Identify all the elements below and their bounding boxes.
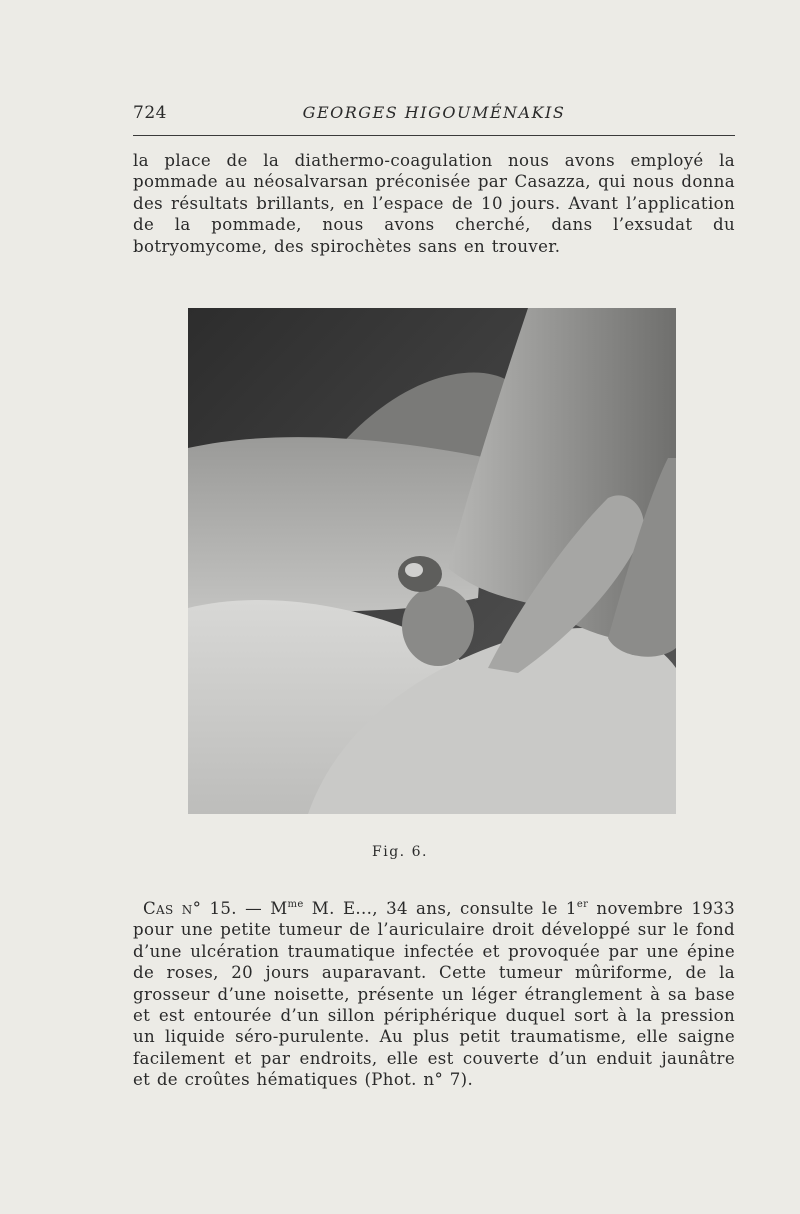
date-sup: er <box>576 899 589 910</box>
page-number: 724 <box>133 103 167 123</box>
figure-caption: Fig. 6. <box>372 844 428 860</box>
case-text-a: M. E..., 34 ans, consulte le 1 <box>303 899 577 918</box>
honorific: M <box>270 899 288 918</box>
case-text-b: novembre 1933 pour une petite tumeur de l’auriculaire droit développé sur le fond d’une ulcération traumatique infectée et provoquée par une épine de roses, 20 jours auparavant. Cette tumeur mûriforme, de la grosseur d’une noisette, présente un léger étranglement à sa base et est entourée d’un sillon périphérique duquel sort à la pression un liquide séro-purulente. Au plus petit traumatisme, elle saigne facilement et par endroits, elle est couverte d’un enduit jaunâtre et de croûtes hématiques (Phot. n° 7). <box>133 899 735 1090</box>
running-title: GEORGES HIGOUMÉNAKIS <box>302 103 566 122</box>
header-rule <box>133 135 735 136</box>
running-head <box>133 103 735 129</box>
body-paragraph-2 <box>133 898 735 1091</box>
body-paragraph-1: la place de la diathermo-coagulation nous avons employé la pommade au néosalvarsan préconisée par Casazza, qui nous donna des résultats brillants, en l’espace de 10 jours. Avant l’application de la pommade, nous avons cherché, dans l’exsudat du botryomycome, des spirochètes sans en trouver. <box>133 151 735 256</box>
case-label: Cas n° 15. <box>143 899 237 918</box>
dash: — <box>236 899 271 918</box>
photo-image <box>188 308 676 814</box>
figure-photograph <box>188 308 676 814</box>
honorific-sup: me <box>287 899 304 910</box>
